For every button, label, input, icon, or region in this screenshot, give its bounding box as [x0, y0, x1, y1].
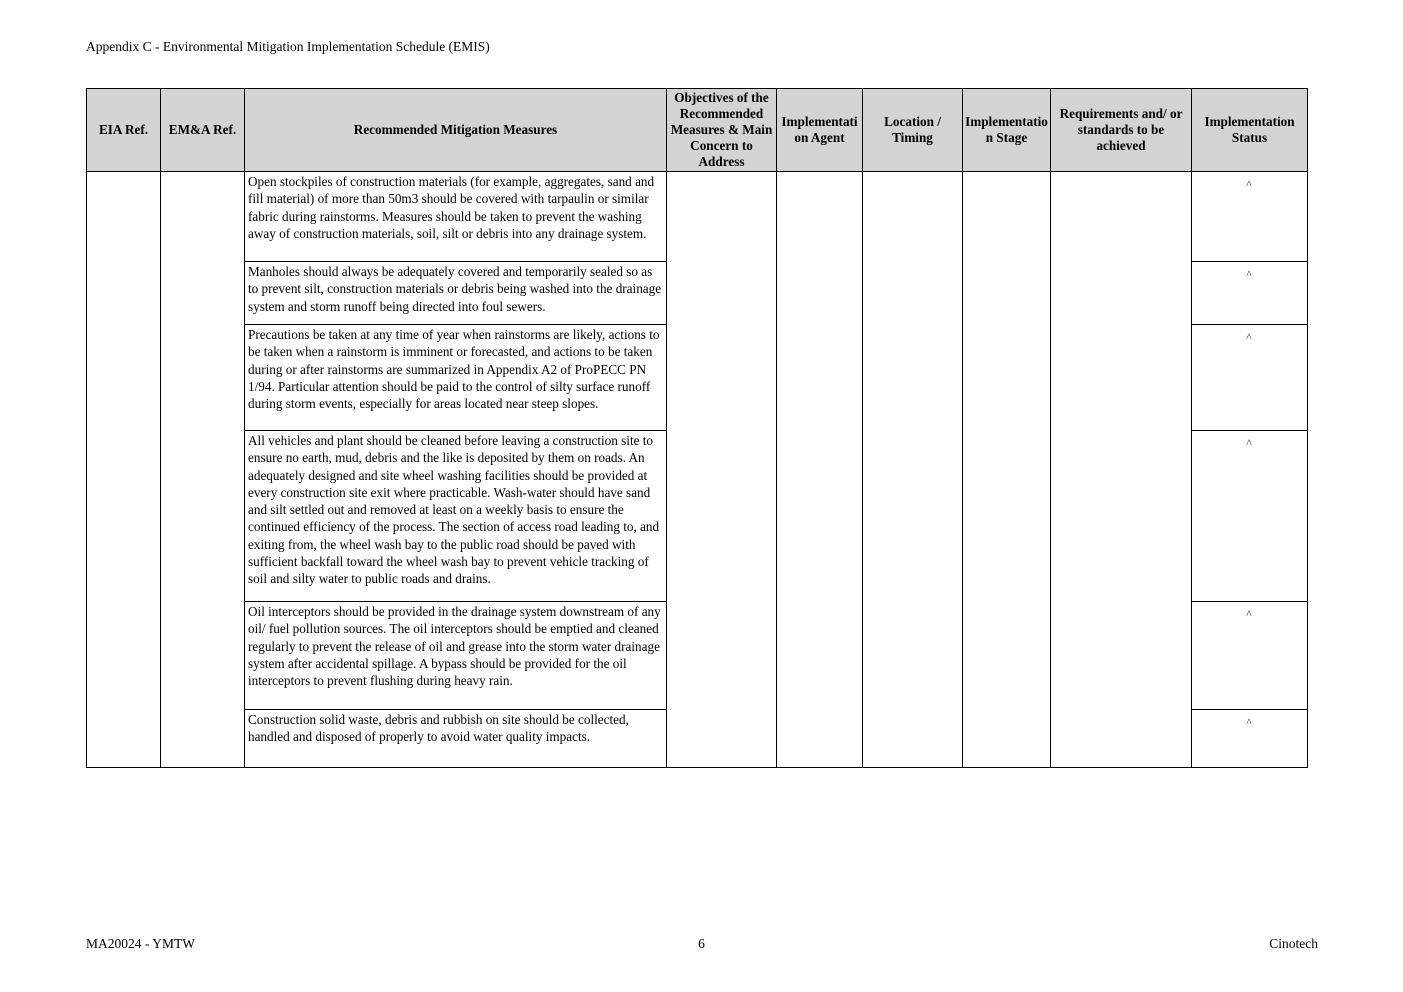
status-cell: [1192, 262, 1307, 325]
measures-column: [245, 172, 667, 767]
status-column: [1192, 172, 1307, 767]
header-implementation-status: Implementation Status: [1192, 89, 1307, 172]
header-requirements-standards: Requirements and/ or standards to be achieved: [1051, 89, 1192, 172]
eia-ref-column: [87, 172, 161, 767]
footer-document-ref: MA20024 - YMTW: [86, 936, 195, 951]
caret-icon: ^: [1246, 609, 1252, 621]
caret-icon: ^: [1246, 717, 1252, 729]
caret-icon: ^: [1246, 179, 1252, 191]
status-cell: [1192, 172, 1307, 262]
caret-icon: ^: [1246, 438, 1252, 450]
measure-cell: Oil interceptors should be provided in the drainage system downstream of any oil/ fuel pollution sources. The oil interceptors should be emptied and cleaned regularly to prevent the release of oil and grease into the storm water drainage system after accidental spillage. A bypass should be provided for the oil interceptors to prevent flushing during heavy rain.: [245, 602, 666, 710]
header-implementation-stage: Implementation Stage: [963, 89, 1051, 172]
ema-ref-column: [161, 172, 245, 767]
page-title: Appendix C - Environmental Mitigation Implementation Schedule (EMIS): [86, 39, 490, 54]
header-location-timing: Location / Timing: [863, 89, 963, 172]
table-header-row: [87, 89, 1307, 172]
location-timing-column: [863, 172, 963, 767]
status-cell: [1192, 325, 1307, 431]
measure-cell: Manholes should always be adequately covered and temporarily sealed so as to prevent silt, construction materials or debris being washed into the drainage system and storm runoff being directed into foul sewers.: [245, 262, 666, 325]
caret-icon: ^: [1246, 332, 1252, 344]
status-cell: [1192, 431, 1307, 602]
emis-table: [86, 88, 1308, 768]
status-cell: [1192, 710, 1307, 767]
objectives-column: [667, 172, 777, 767]
measure-cell: All vehicles and plant should be cleaned before leaving a construction site to ensure no earth, mud, debris and the like is deposited by them on roads. An adequately designed and site wheel washing facilities should be provided at every construction site exit where practicable. Wash-water should have sand and silt settled out and removed at least on a weekly basis to ensure the continued efficiency of the process. The section of access road leading to, and exiting from, the wheel wash bay to the public road should be paved with sufficient backfall toward the wheel wash bay to prevent vehicle tracking of soil and silty water to public roads and drains.: [245, 431, 666, 602]
implementation-agent-column: [777, 172, 863, 767]
footer-company: Cinotech: [1269, 936, 1318, 951]
measure-cell: Precautions be taken at any time of year when rainstorms are likely, actions to be taken when a rainstorm is imminent or forecasted, and actions to be taken during or after rainstorms are summarized in Appendix A2 of ProPECC PN 1/94. Particular attention should be paid to the control of silty surface runoff during storm events, especially for areas located near steep slopes.: [245, 325, 666, 431]
header-ema-ref: EM&A Ref.: [161, 89, 245, 172]
header-recommended-mitigation-measures: Recommended Mitigation Measures: [245, 89, 667, 172]
measure-cell: Construction solid waste, debris and rubbish on site should be collected, handled and disposed of properly to avoid water quality impacts.: [248, 712, 629, 745]
footer-page-number: 6: [698, 936, 705, 951]
measure-cell: Open stockpiles of construction materials (for example, aggregates, sand and fill material) of more than 50m3 should be covered with tarpaulin or similar fabric during rainstorms. Measures should be taken to prevent the washing away of construction materials, soil, silt or debris into any drainage system.: [245, 172, 666, 262]
status-cell: [1192, 602, 1307, 710]
requirements-column: [1051, 172, 1192, 767]
caret-icon: ^: [1246, 269, 1252, 281]
header-eia-ref: EIA Ref.: [87, 89, 161, 172]
implementation-stage-column: [963, 172, 1051, 767]
header-objectives: Objectives of the Recommended Measures & Main Concern to Address: [667, 89, 777, 172]
table-body: [87, 172, 1307, 767]
header-implementation-agent: Implementation Agent: [777, 89, 863, 172]
